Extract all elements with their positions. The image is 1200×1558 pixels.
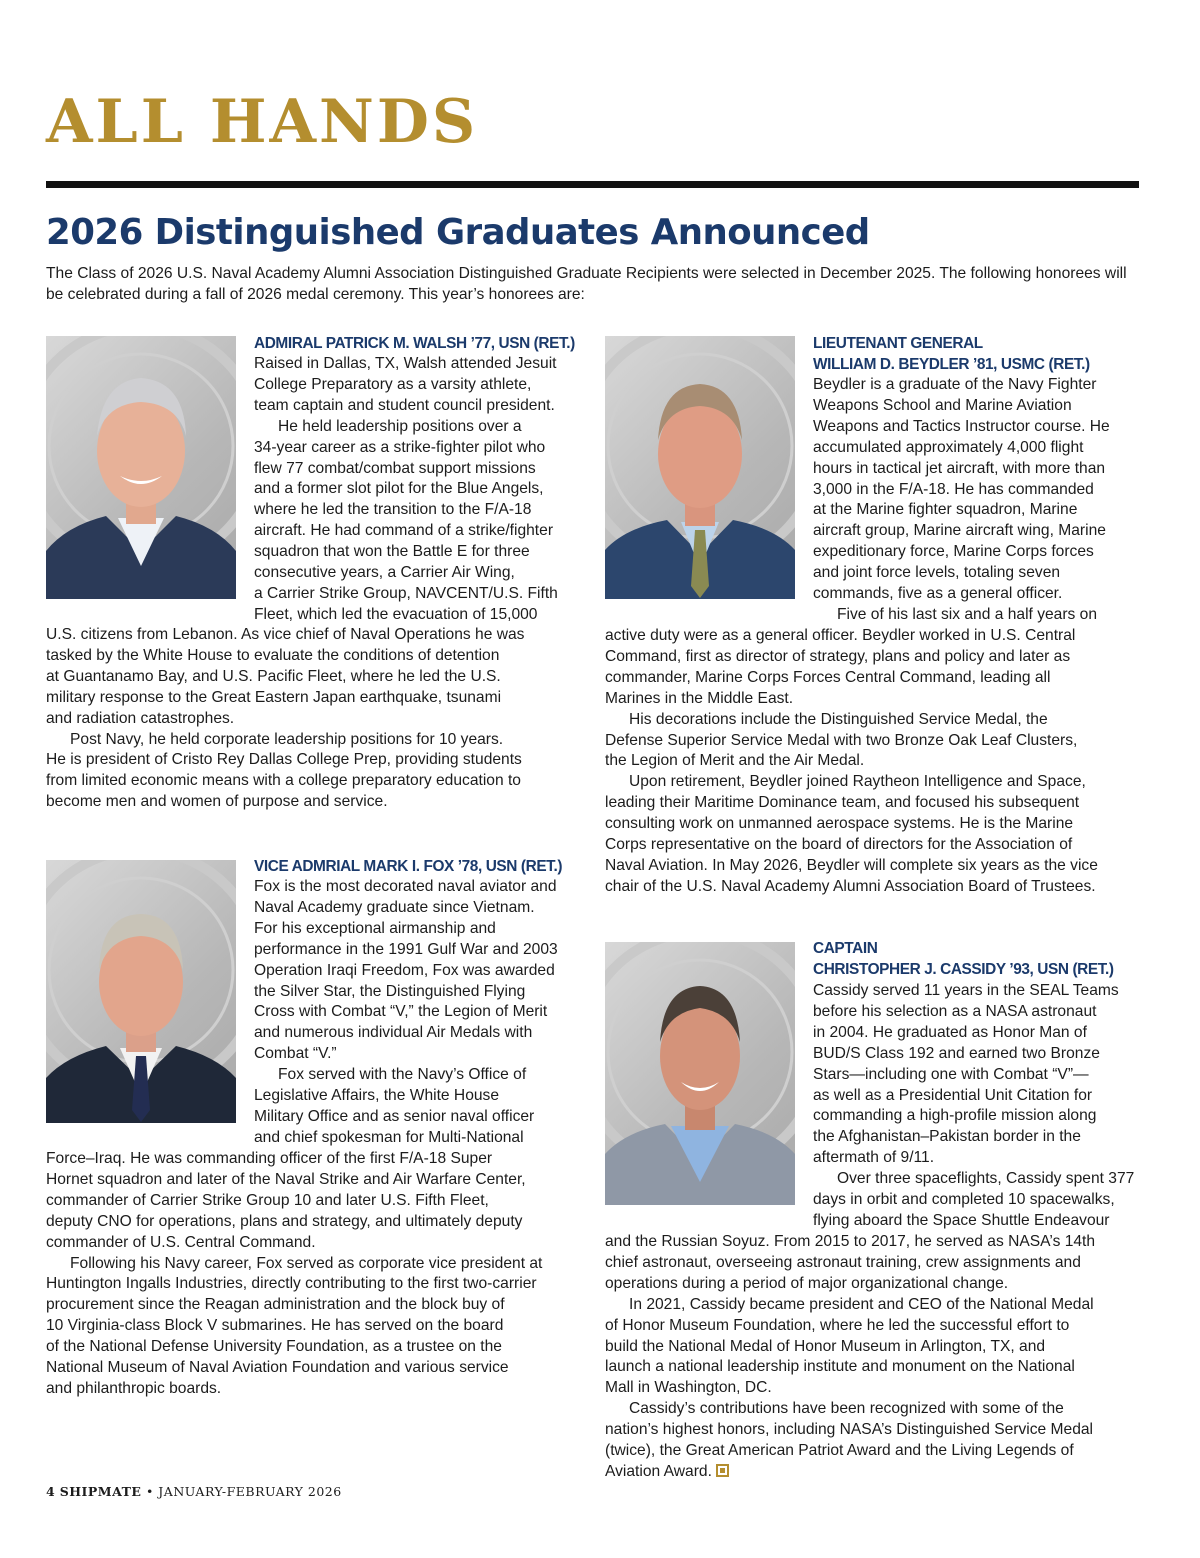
cassidy-portrait xyxy=(605,942,795,1205)
footer-separator: • xyxy=(145,1484,154,1499)
cassidy-narrow-text: Cassidy served 11 years in the SEAL Teams before his selection as a NASA astronaut in 2004. He graduated as Honor Man of BUD/S Class 192 and earned two Bronze Stars—including one with Combat “V”— as well as a Presidential Unit Citation for commanding a high-profile mission along the Afghanistan–Pakistan border in the aftermath of 9/11. Over three spaceflights, Cassidy spent 377 days in orbit and completed 10 spacewalks, flying aboard the Space Shuttle Endeavour xyxy=(813,982,1135,1229)
beydler-portrait xyxy=(605,336,795,599)
fox-portrait xyxy=(46,860,236,1123)
beydler-name-line2: WILLIAM D. BEYDLER ’81, USMC (RET.) xyxy=(813,356,1090,373)
beydler-name-line1: LIEUTENANT GENERAL xyxy=(813,335,983,352)
walsh-name: ADMIRAL PATRICK M. WALSH ’77, USN (RET.) xyxy=(254,335,575,352)
walsh-narrow-text: Raised in Dallas, TX, Walsh attended Jesuit College Preparatory as a varsity athlete, team captain and student council president. He held leadership positions over a 34-year career as a strike-fighter pilot who flew 77 combat/combat support missions and a former slot pilot for the Blue Angels, where he led the transition to the F/A-18 aircraft. He had command of a strike/fighter squadron that won the Battle E for three consecutive years, a Carrier Air Wing, a Carrier Strike Group, NAVCENT/U.S. Fifth Fleet, which led the evacuation of 15,000 xyxy=(254,355,558,623)
end-of-article-icon xyxy=(716,1464,729,1477)
cassidy-wide-text: and the Russian Soyuz. From 2015 to 2017, he served as NASA’s 14th chief astronaut, overseeing astronaut training, crew assignments and operations during a period of major organizational change. In 2021, Cassidy became president and CEO of the National Medal of Honor Museum Foundation, where he led the successful effort to build the National Medal of Honor Museum in Arlington, TX, and launch a national leadership institute and monument on the National Mall in Washington, DC. Cassidy’s contributions have been recognized with some of the nation’s highest honors, including NASA’s Distinguished Service Medal (twice), the Great American Patriot Award and the Living Legends of Aviation Award. xyxy=(605,1233,1096,1480)
fox-wide-text: Force–Iraq. He was commanding officer of the first F/A-18 Super Hornet squadron and later of the Naval Strike and Air Warfare Center, commander of Carrier Strike Group 10 and later U.S. Fifth Fleet, deputy CNO for operations, plans and strategy, and ultimately deputy commander of U.S. Central Command. Following his Navy career, Fox served as corporate vice president at Huntington Ingalls Industries, directly contributing to the first two-carrier procurement since the Reagan administration and the block buy of 10 Virginia-class Block V submarines. He has served on the board of the National Defense University Foundation, as a trustee on the National Museum of Naval Aviation Foundation and various service and philanthropic boards. xyxy=(46,1150,543,1397)
issue-date: JANUARY-FEBRUARY 2026 xyxy=(158,1484,342,1499)
fox-narrow-text: Fox is the most decorated naval aviator and Naval Academy graduate since Vietnam. For his exceptional airmanship and performance in the 1991 Gulf War and 2003 Operation Iraqi Freedom, Fox was awarded the Silver Star, the Distinguished Flying Cross with Combat “V,” the Legion of Merit and numerous individual Air Medals with Combat “V.” Fox served with the Navy’s Office of Legislative Affairs, the White House Military Office and as senior naval officer and chief spokesman for Multi-National xyxy=(254,878,558,1146)
page-number: 4 xyxy=(46,1484,56,1499)
headline: 2026 Distinguished Graduates Announced xyxy=(46,212,870,253)
fox-name: VICE ADMRIAL MARK I. FOX ’78, USN (RET.) xyxy=(254,858,563,875)
publication-name: SHIPMATE xyxy=(59,1484,142,1499)
page-footer xyxy=(46,1484,342,1499)
section-title: ALL HANDS xyxy=(46,87,479,157)
walsh-wide-text: U.S. citizens from Lebanon. As vice chief of Naval Operations he was tasked by the White House to evaluate the conditions of detention at Guantanamo Bay, and U.S. Pacific Fleet, where he led the U.S. military response to the Great Eastern Japan earthquake, tsunami and radiation catastrophes. Post Navy, he held corporate leadership positions for 10 years. He is president of Cristo Rey Dallas College Prep, providing students from limited economic means with a college preparatory education to become men and women of purpose and service. xyxy=(46,626,525,811)
cassidy-name-line1: CAPTAIN xyxy=(813,940,878,957)
intro-paragraph: The Class of 2026 U.S. Naval Academy Alumni Association Distinguished Graduate Recipients were selected in December 2025. The following honorees will be celebrated during a fall of 2026 medal ceremony. This year’s honorees are: xyxy=(46,265,1127,303)
walsh-portrait xyxy=(46,336,236,599)
beydler-wide-text: active duty were as a general officer. Beydler worked in U.S. Central Command, first as director of strategy, plans and policy and later as commander, Marine Corps Forces Central Command, leading all Marines in the Middle East. His decorations include the Distinguished Service Medal, the Defense Superior Service Medal with two Bronze Oak Leaf Clusters, the Legion of Merit and the Air Medal. Upon retirement, Beydler joined Raytheon Intelligence and Space, leading their Maritime Dominance team, and focused his subsequent consulting work on unmanned aerospace systems. He is the Marine Corps representative on the board of directors for the Association of Naval Aviation. In May 2026, Beydler will complete six years as the vice chair of the U.S. Naval Academy Alumni Association Board of Trustees. xyxy=(605,627,1098,895)
header-rule xyxy=(46,181,1139,188)
beydler-narrow-text: Beydler is a graduate of the Navy Fighter Weapons School and Marine Aviation Weapons and Tactics Instructor course. He accumulated approximately 4,000 flight hours in tactical jet aircraft, with more than 3,000 in the F/A-18. He has commanded at the Marine fighter squadron, Marine aircraft group, Marine aircraft wing, Marine expeditionary force, Marine Corps forces and joint force levels, totaling seven commands, five as a general officer. Five of his last six and a half years on xyxy=(813,376,1110,623)
cassidy-name-line2: CHRISTOPHER J. CASSIDY ’93, USN (RET.) xyxy=(813,961,1114,978)
